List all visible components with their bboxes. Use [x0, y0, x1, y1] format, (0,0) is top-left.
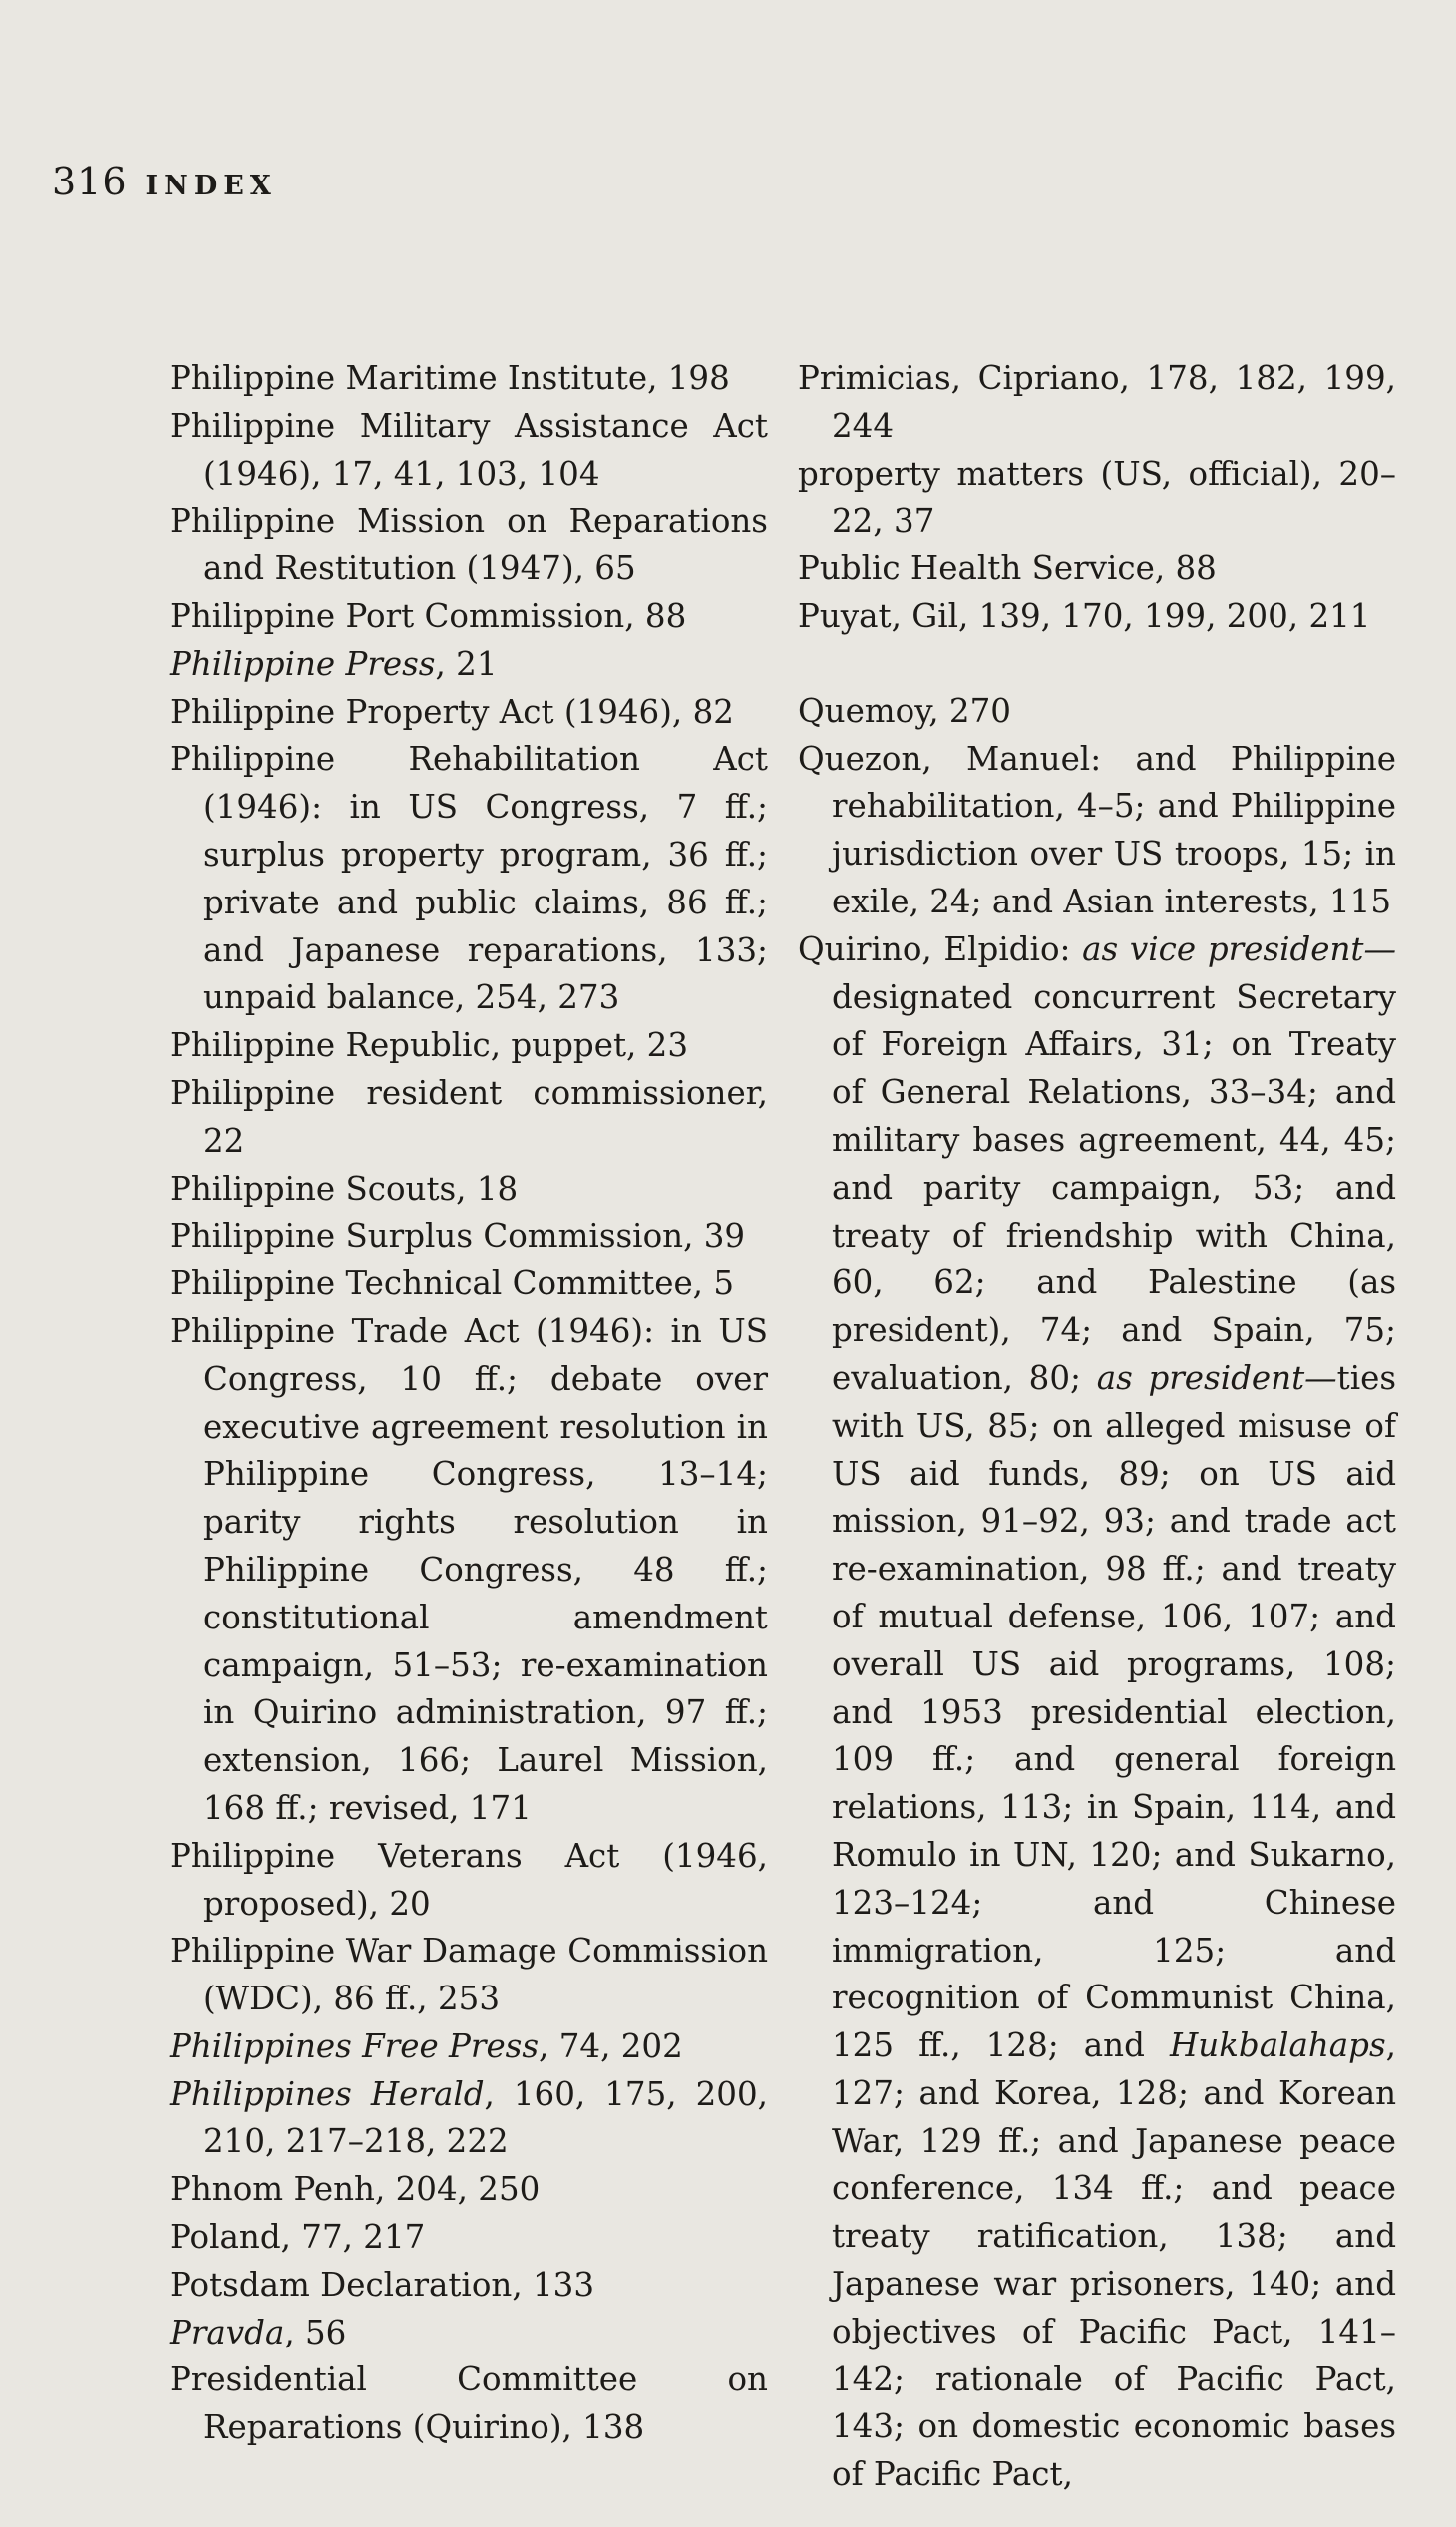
index-entry: Philippine War Damage Commission (WDC), 86 ff., 253 [170, 1932, 768, 2018]
index-entry: Puyat, Gil, 139, 170, 199, 200, 211 [798, 596, 1371, 635]
left-index-column [170, 355, 768, 2452]
index-entry: property matters (US, official), 20–22, 37 [798, 454, 1396, 541]
index-entry: Philippine resident commissioner, 22 [170, 1073, 768, 1160]
index-entry: Poland, 77, 217 [170, 2218, 426, 2257]
page-header [52, 160, 277, 203]
index-entry: Philippine Technical Committee, 5 [170, 1264, 735, 1303]
index-entry: Philippine Press, 21 [170, 644, 498, 683]
index-entry: Philippine Rehabilitation Act (1946): in US Congress, 7 ff.; surplus property program, 36 ff.; private and public claims, 86 ff.; and Japanese reparations, 133; unpaid balance, 254, 273 [170, 740, 768, 1017]
index-entry: Pravda, 56 [170, 2313, 347, 2351]
running-title: INDEX [145, 171, 277, 201]
index-entry: Phnom Penh, 204, 250 [170, 2170, 541, 2209]
index-entry: Quirino, Elpidio: as vice president—designated concurrent Secretary of Foreign Affairs, 31; on Treaty of General Relations, 33–34; and military bases agreement, 44, 45; and parity campaign, 53; and treaty of friendship with China, 60, 62; and Palestine (as president), 74; and Spain, 75; evaluation, 80; as president—ties with US, 85; on alleged misuse of US aid funds, 89; on US aid mission, 91–92, 93; and trade act re-examination, 98 ff.; and treaty of mutual defense, 106, 107; and overall US aid programs, 108; and 1953 presidential election, 109 ff.; and general foreign relations, 113; in Spain, 114, and Romulo in UN, 120; and Sukarno, 123–124; and Chinese immigration, 125; and recognition of Communist China, 125 ff., 128; and Hukbalahaps, 127; and Korea, 128; and Korean War, 129 ff.; and Japanese peace conference, 134 ff.; and peace treaty ratification, 138; and Japanese war prisoners, 140; and objectives of Pacific Pact, 141–142; rationale of Pacific Pact, 143; on domestic economic bases of Pacific Pact, [798, 929, 1397, 2494]
index-entry: Public Health Service, 88 [798, 549, 1217, 588]
index-entry: Presidential Committee on Reparations (Quirino), 138 [170, 2360, 768, 2447]
index-entry: Philippine Military Assistance Act (1946), 17, 41, 103, 104 [170, 406, 768, 493]
index-entry: Philippine Mission on Reparations and Restitution (1947), 65 [170, 502, 768, 588]
index-entry: Primicias, Cipriano, 178, 182, 199, 244 [798, 359, 1396, 445]
index-entry: Philippine Veterans Act (1946, proposed), 20 [170, 1836, 768, 1923]
index-entry: Philippine Trade Act (1946): in US Congress, 10 ff.; debate over executive agreement resolution in Philippine Congress, 13–14; parity rights resolution in Philippine Congress, 48 ff.; constitutional amendment campaign, 51–53; re-examination in Quirino administration, 97 ff.; extension, 166; Laurel Mission, 168 ff.; revised, 171 [170, 1311, 768, 1827]
index-entry: Quezon, Manuel: and Philippine rehabilitation, 4–5; and Philippine jurisdiction over US troops, 15; in exile, 24; and Asian interests, 115 [798, 739, 1396, 920]
index-entry: Philippine Maritime Institute, 198 [170, 359, 730, 397]
index-entry: Philippines Free Press, 74, 202 [170, 2026, 683, 2065]
right-index-column [798, 355, 1396, 2499]
index-entry: Philippine Republic, puppet, 23 [170, 1026, 689, 1065]
index-entry: Philippine Port Commission, 88 [170, 596, 687, 635]
index-entry: Philippine Scouts, 18 [170, 1169, 519, 1208]
index-entry: Potsdam Declaration, 133 [170, 2265, 595, 2304]
index-entry: Philippine Property Act (1946), 82 [170, 692, 734, 731]
page-number: 316 [52, 160, 128, 203]
index-entry: Philippines Herald, 160, 175, 200, 210, 217–218, 222 [170, 2074, 768, 2161]
index-entry: Philippine Surplus Commission, 39 [170, 1217, 746, 1256]
index-entry: Quemoy, 270 [798, 691, 1011, 730]
